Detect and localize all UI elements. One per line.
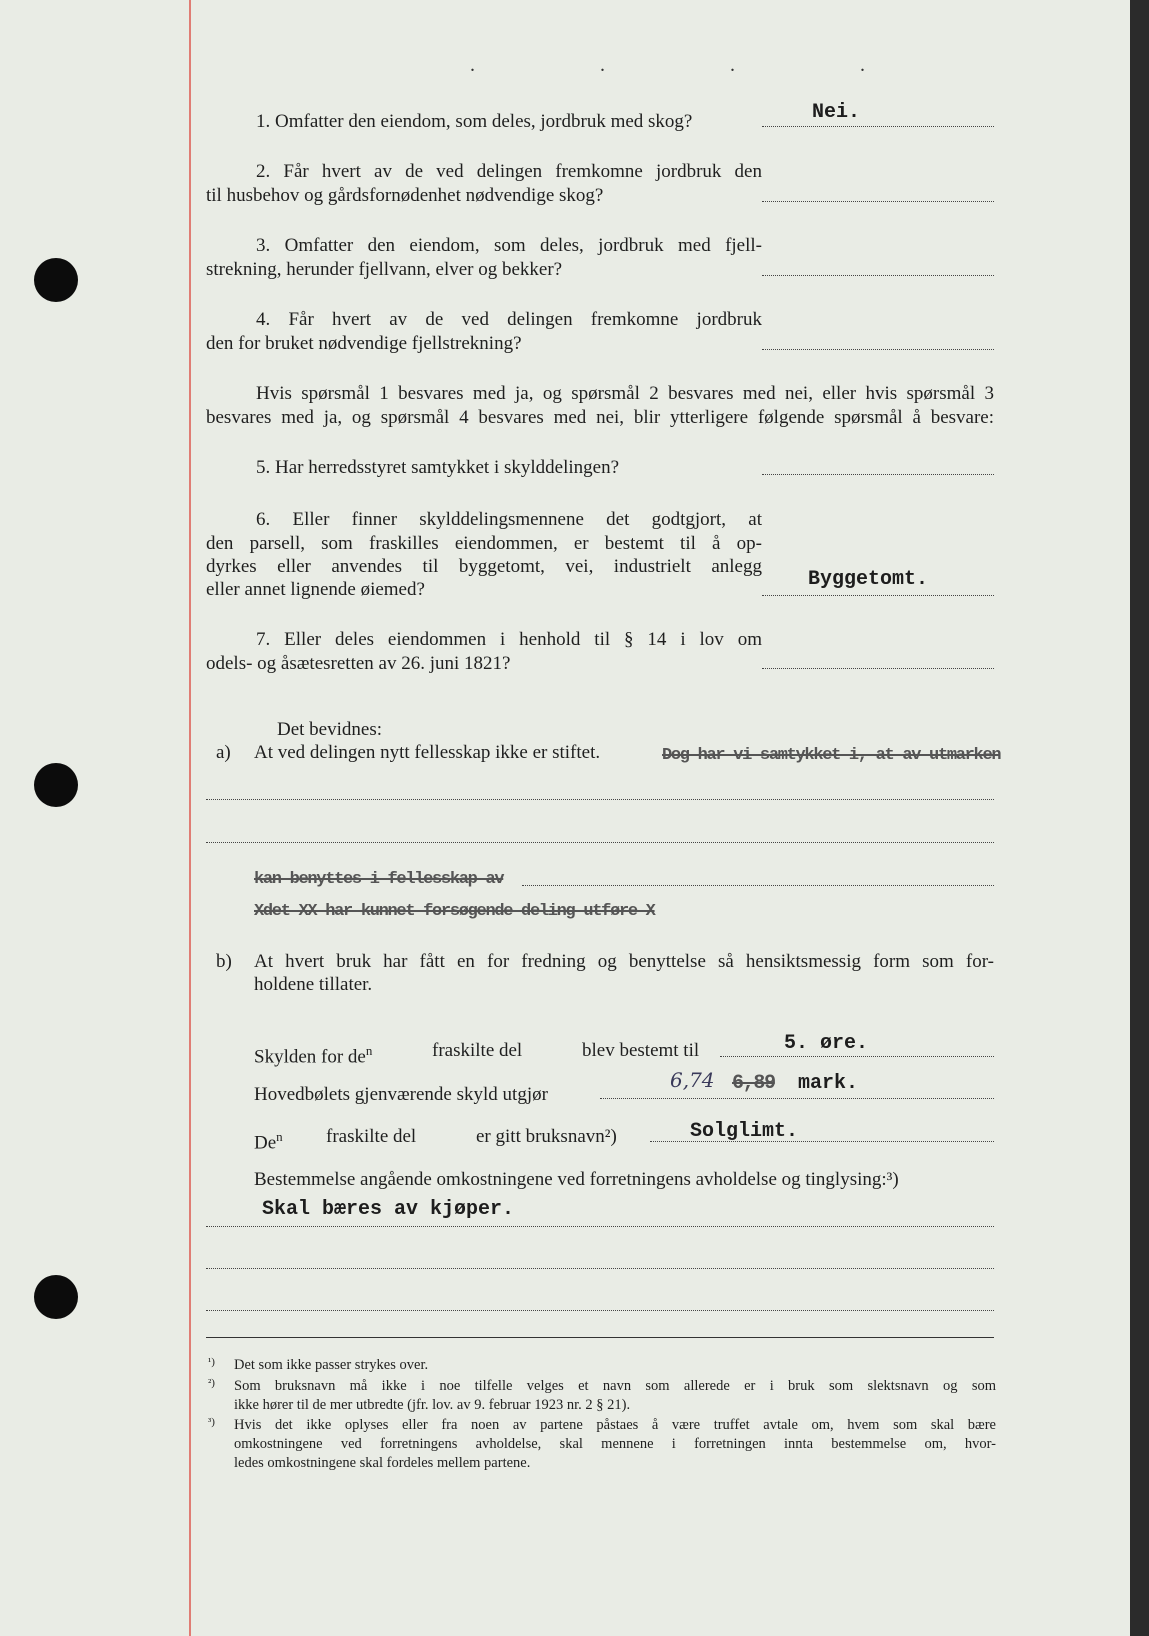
footnote-1: Det som ikke passer strykes over. <box>234 1357 429 1373</box>
item-a-text: At ved delingen nytt fellesskap ikke er stiftet. <box>254 742 601 763</box>
item-b-line-2: holdene tillater. <box>254 974 373 995</box>
footnote-separator <box>206 1337 994 1338</box>
blank-line-a2 <box>206 842 994 843</box>
scan-edge <box>1130 0 1149 1636</box>
hovedbol-handwritten: 6,74 <box>670 1068 715 1092</box>
footnote-2-line-1: Som bruksnavn må ikke i noe tilfelle velges et navn som allerede er i bruk som slektsnavn og som <box>234 1378 996 1394</box>
footnote-2-number: ²) <box>208 1377 215 1389</box>
bruksnavn-gitt: er gitt bruksnavn²) <box>476 1126 617 1147</box>
footnote-3-line-2: omkostningene ved forretningens avholdelse, skal mennene i forretningen innta bestemmelse om, hvor- <box>234 1436 996 1452</box>
item-b-label: b) <box>216 951 232 972</box>
certification-heading: Det bevidnes: <box>277 719 383 740</box>
question-7-line-2: odels- og åsætesretten av 26. juni 1821? <box>206 653 511 674</box>
cost-line-3 <box>206 1310 994 1311</box>
question-5: 5. Har herredsstyret samtykket i skylddelingen? <box>256 457 620 478</box>
hovedbol-struck: 6,89 <box>732 1072 775 1095</box>
condition-line-1: Hvis spørsmål 1 besvares med ja, og spørsmål 2 besvares med nei, eller hvis spørsmål 3 <box>256 383 994 404</box>
question-3-line-1: 3. Omfatter den eiendom, som deles, jordbruk med fjell- <box>256 235 762 256</box>
blank-line-a3 <box>522 885 994 886</box>
cost-label: Bestemmelse angående omkostningene ved forretningens avholdelse og tinglysing:³) <box>254 1169 899 1190</box>
footnote-2-line-2: ikke hører til de mer utbredte (jfr. lov. av 9. februar 1923 nr. 2 § 21). <box>234 1397 631 1413</box>
question-6-line-1: 6. Eller finner skylddelingsmennene det godtgjort, at <box>256 509 762 530</box>
question-7-line-1: 7. Eller deles eiendommen i henhold til § 14 i lov om <box>256 629 762 650</box>
punch-hole-icon <box>34 258 78 302</box>
answer-line-1 <box>762 126 994 127</box>
skyld-bestemt: blev bestemt til <box>582 1040 700 1061</box>
question-1: 1. Omfatter den eiendom, som deles, jordbruk med skog? <box>256 111 693 132</box>
answer-line-3 <box>762 275 994 276</box>
condition-line-2: besvares med ja, og spørsmål 4 besvares med nei, blir ytterligere følgende spørsmål å besvare: <box>206 407 994 428</box>
hovedbol-label: Hovedbølets gjenværende skyld utgjør <box>254 1084 548 1105</box>
bruksnavn-fraskilte: fraskilte del <box>326 1126 417 1147</box>
answer-1: Nei. <box>812 101 861 124</box>
answer-line-4 <box>762 349 994 350</box>
question-2-line-2: til husbehov og gårdsfornødenhet nødvendige skog? <box>206 185 604 206</box>
bruksnavn-value: Solglimt. <box>690 1120 799 1143</box>
skyld-label: Skylden for $de^n$ <box>254 1043 373 1068</box>
answer-6: Byggetomt. <box>808 568 929 591</box>
question-4-line-1: 4. Får hvert av de ved delingen fremkomne jordbruk <box>256 309 762 330</box>
footnote-3-line-1: Hvis det ikke oplyses eller fra noen av partene påstaes å være truffet avtale om, hvem som skal bære <box>234 1417 996 1433</box>
cost-value: Skal bæres av kjøper. <box>262 1198 515 1221</box>
footnote-3-number: ³) <box>208 1416 215 1428</box>
struck-text-line-2: kan benyttes i fellesskap av <box>254 870 504 889</box>
header-marks: . . . . <box>470 54 925 76</box>
blank-line-a1 <box>206 799 994 800</box>
skyld-line <box>720 1056 994 1057</box>
question-2-line-1: 2. Får hvert av de ved delingen fremkomne jordbruk den <box>256 161 762 182</box>
cost-line-1 <box>206 1226 994 1227</box>
footnote-3-line-3: ledes omkostningene skal fordeles mellem partene. <box>234 1455 531 1471</box>
question-6-line-4: eller annet lignende øiemed? <box>206 579 425 600</box>
question-4-line-2: den for bruket nødvendige fjellstrekning? <box>206 333 522 354</box>
question-6-line-3: dyrkes eller anvendes til byggetomt, vei, industrielt anlegg <box>206 556 762 577</box>
answer-line-2 <box>762 201 994 202</box>
punch-hole-icon <box>34 1275 78 1319</box>
punch-hole-icon <box>34 763 78 807</box>
item-a-label: a) <box>216 742 231 763</box>
question-3-line-2: strekning, herunder fjellvann, elver og bekker? <box>206 259 563 280</box>
footnote-1-number: ¹) <box>208 1356 215 1368</box>
bruksnavn-label: De$^n$ <box>254 1129 283 1154</box>
cost-line-2 <box>206 1268 994 1269</box>
hovedbol-line <box>600 1098 994 1099</box>
struck-text-a: Dog har vi samtykket i, at av utmarken <box>662 746 1001 765</box>
red-margin-line <box>189 0 191 1636</box>
answer-line-6 <box>762 595 994 596</box>
question-6-line-2: den parsell, som fraskilles eiendommen, er bestemt til å op- <box>206 533 762 554</box>
answer-line-5 <box>762 474 994 475</box>
answer-line-7 <box>762 668 994 669</box>
skyld-fraskilte: fraskilte del <box>432 1040 523 1061</box>
item-b-line-1: At hvert bruk har fått en for fredning og benyttelse så hensiktsmessig form som for- <box>254 951 994 972</box>
struck-text-line-3: Xdet XX har kunnet forsøgende deling utføre X <box>254 902 655 921</box>
skyld-value: 5. øre. <box>784 1032 869 1055</box>
hovedbol-unit: mark. <box>798 1072 859 1095</box>
